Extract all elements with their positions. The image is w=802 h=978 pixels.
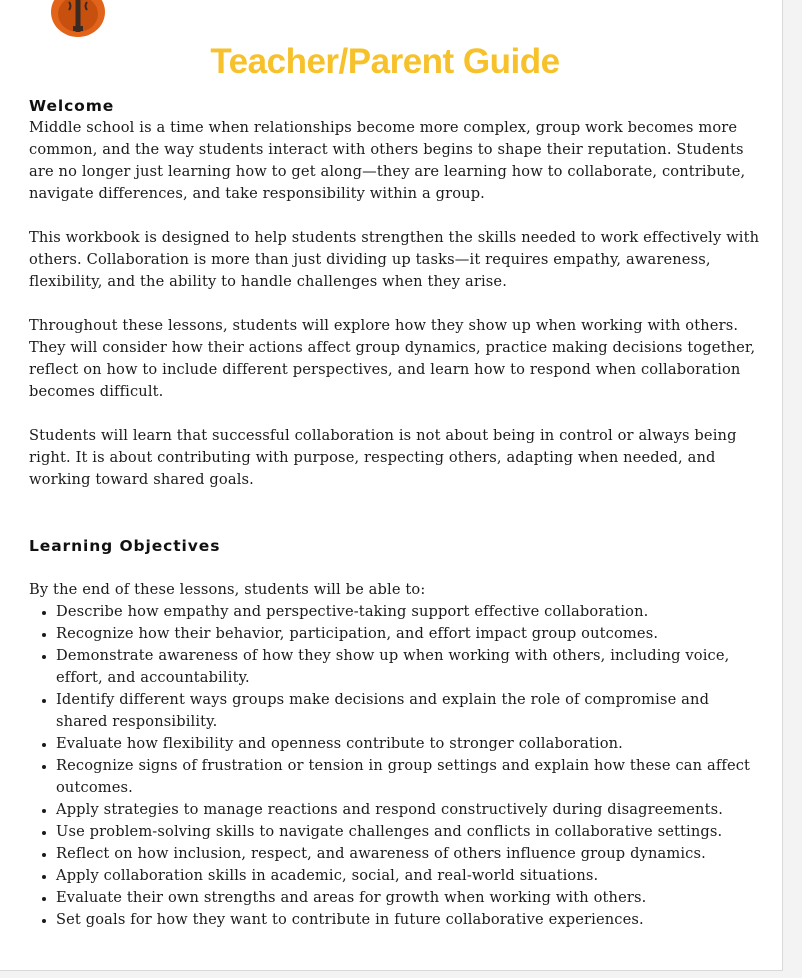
objective-item: • Evaluate how flexibility and openness contribute to stronger collaboration.: [56, 733, 764, 755]
objective-item: • Reflect on how inclusion, respect, and awareness of others influence group dynamics.: [56, 843, 764, 865]
objectives-intro: By the end of these lessons, students will be able to:: [29, 581, 426, 598]
welcome-paragraph-4: Students will learn that successful collaboration is not about being in control or always being right. It is about contributing with purpose, respecting others, adapting when needed, and working toward shared goals.: [29, 427, 737, 488]
objective-item: • Identify different ways groups make decisions and explain the role of compromise and shared responsibility.: [56, 689, 764, 733]
objective-item: • Recognize how their behavior, participation, and effort impact group outcomes.: [56, 623, 764, 645]
guide-content: [29, 95, 764, 931]
objective-item: • Recognize signs of frustration or tension in group settings and explain how these can affect outcomes.: [56, 755, 764, 799]
learning-objectives-heading: Learning Objectives: [29, 537, 221, 555]
welcome-paragraph-2: This workbook is designed to help students strengthen the skills needed to work effectively with others. Collaboration is more than just dividing up tasks—it requires empathy, awareness, flexibility, and the ability to handle challenges when they arise.: [29, 229, 760, 290]
page-title: Teacher/Parent Guide: [210, 42, 560, 81]
objective-item: • Use problem-solving skills to navigate challenges and conflicts in collaborative settings.: [56, 821, 764, 843]
objective-item: • Describe how empathy and perspective-taking support effective collaboration.: [56, 601, 764, 623]
objectives-list: [29, 601, 764, 931]
objective-item: • Apply strategies to manage reactions and respond constructively during disagreements.: [56, 799, 764, 821]
objective-item: • Apply collaboration skills in academic, social, and real-world situations.: [56, 865, 764, 887]
objective-item: • Demonstrate awareness of how they show up when working with others, including voice, effort, and accountability.: [56, 645, 764, 689]
welcome-paragraph-1: Middle school is a time when relationships become more complex, group work becomes more common, and the way students interact with others begins to shape their reputation. Students are no longer just learning how to get along—they are learning how to collaborate, contribute, navigate differences, and take responsibility within a group.: [29, 119, 746, 202]
welcome-paragraph-3: Throughout these lessons, students will explore how they show up when working with others. They will consider how their actions affect group dynamics, practice making decisions together, reflect on how to include different perspectives, and learn how to respond when collaboration becomes difficult.: [29, 317, 756, 400]
welcome-heading: Welcome: [29, 97, 115, 115]
violin-logo-icon: [47, 0, 109, 42]
objective-item: • Set goals for how they want to contribute in future collaborative experiences.: [56, 909, 764, 931]
objective-item: • Evaluate their own strengths and areas for growth when working with others.: [56, 887, 764, 909]
